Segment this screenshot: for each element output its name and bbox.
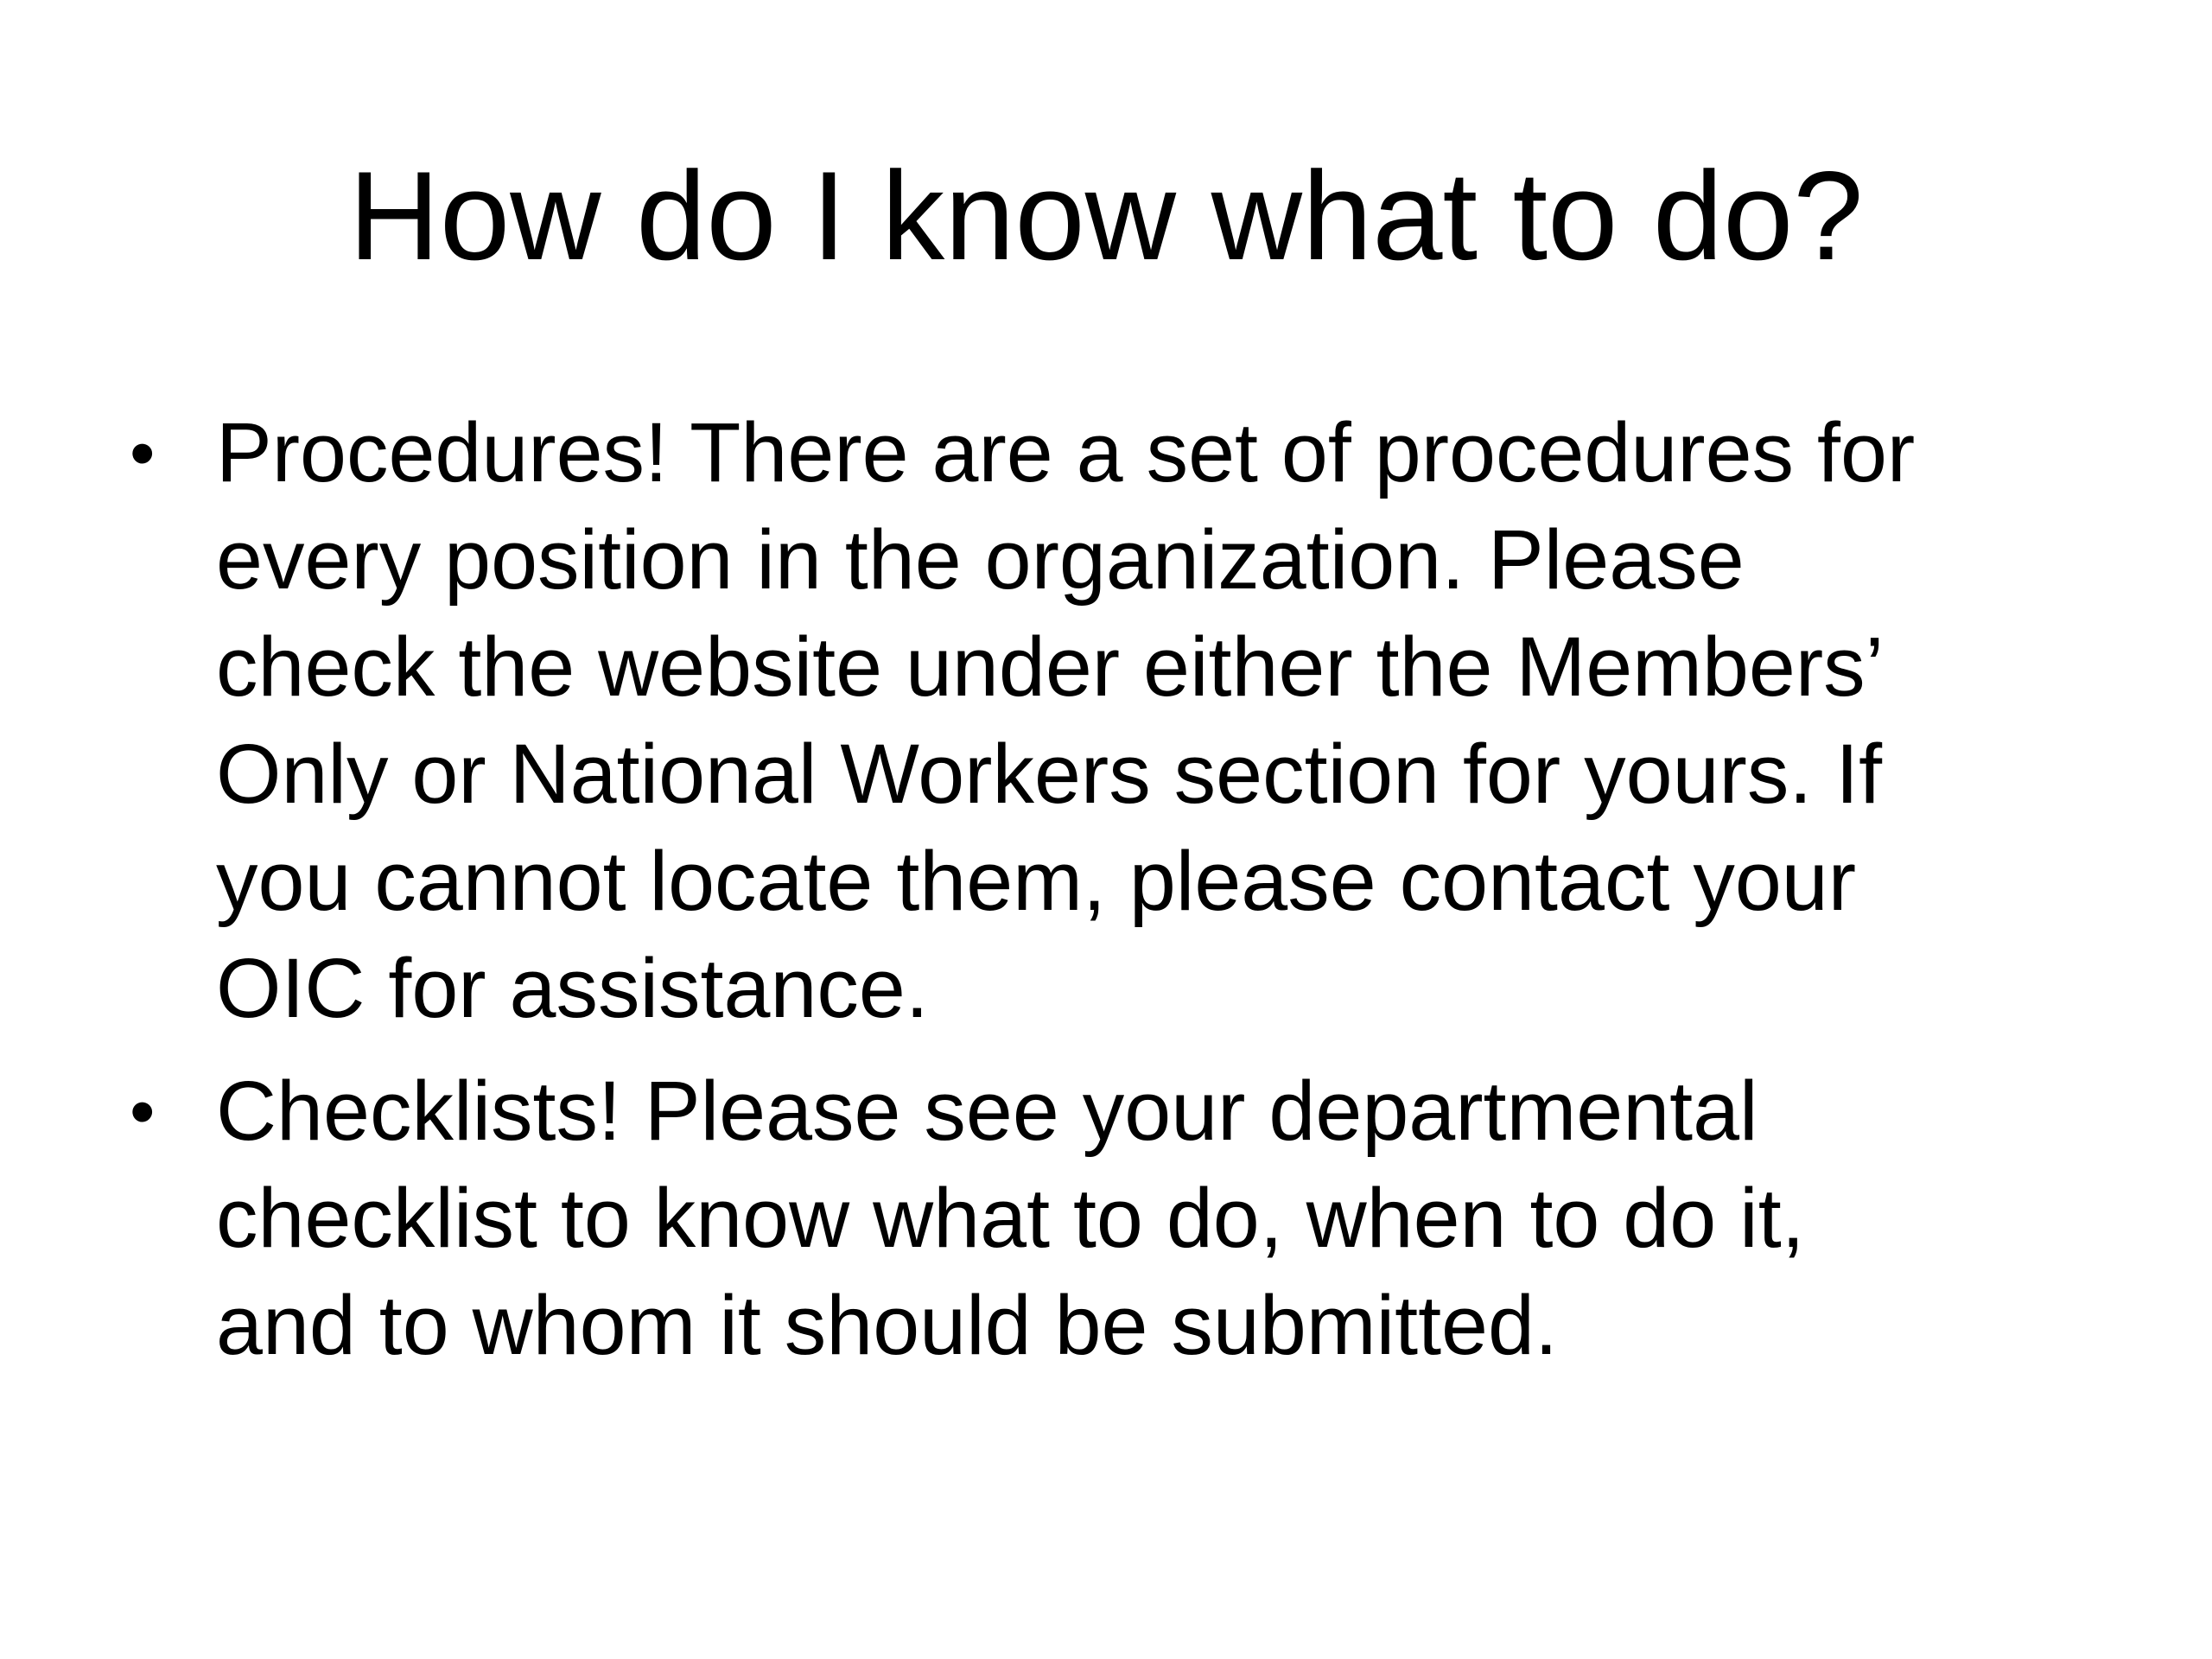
bullet-list — [130, 399, 2108, 1395]
bullet-item-procedures — [130, 399, 2108, 1042]
text-line: OIC for assistance. — [216, 941, 929, 1035]
text-line: and to whom it should be submitted. — [216, 1278, 1558, 1372]
text-line: you cannot locate them, please contact your — [216, 834, 1857, 928]
bullet-marker: • — [130, 412, 156, 493]
text-line: check the website under either the Members’ — [216, 620, 1885, 714]
text-line: Checklists! Please see your departmental — [216, 1064, 1758, 1158]
text-line: every position in the organization. Please — [216, 512, 1745, 607]
bullet-marker: • — [130, 1071, 156, 1152]
bullet-text-checklists — [216, 1058, 1805, 1379]
text-line: Only or National Workers section for yours. If — [216, 727, 1883, 821]
text-line: checklist to know what to do, when to do it, — [216, 1171, 1805, 1265]
bullet-text-procedures — [216, 399, 1915, 1042]
bullet-item-checklists — [130, 1058, 2108, 1379]
slide-title: How do I know what to do? — [348, 145, 1864, 286]
text-line: Procedures! There are a set of procedures for — [216, 405, 1916, 499]
